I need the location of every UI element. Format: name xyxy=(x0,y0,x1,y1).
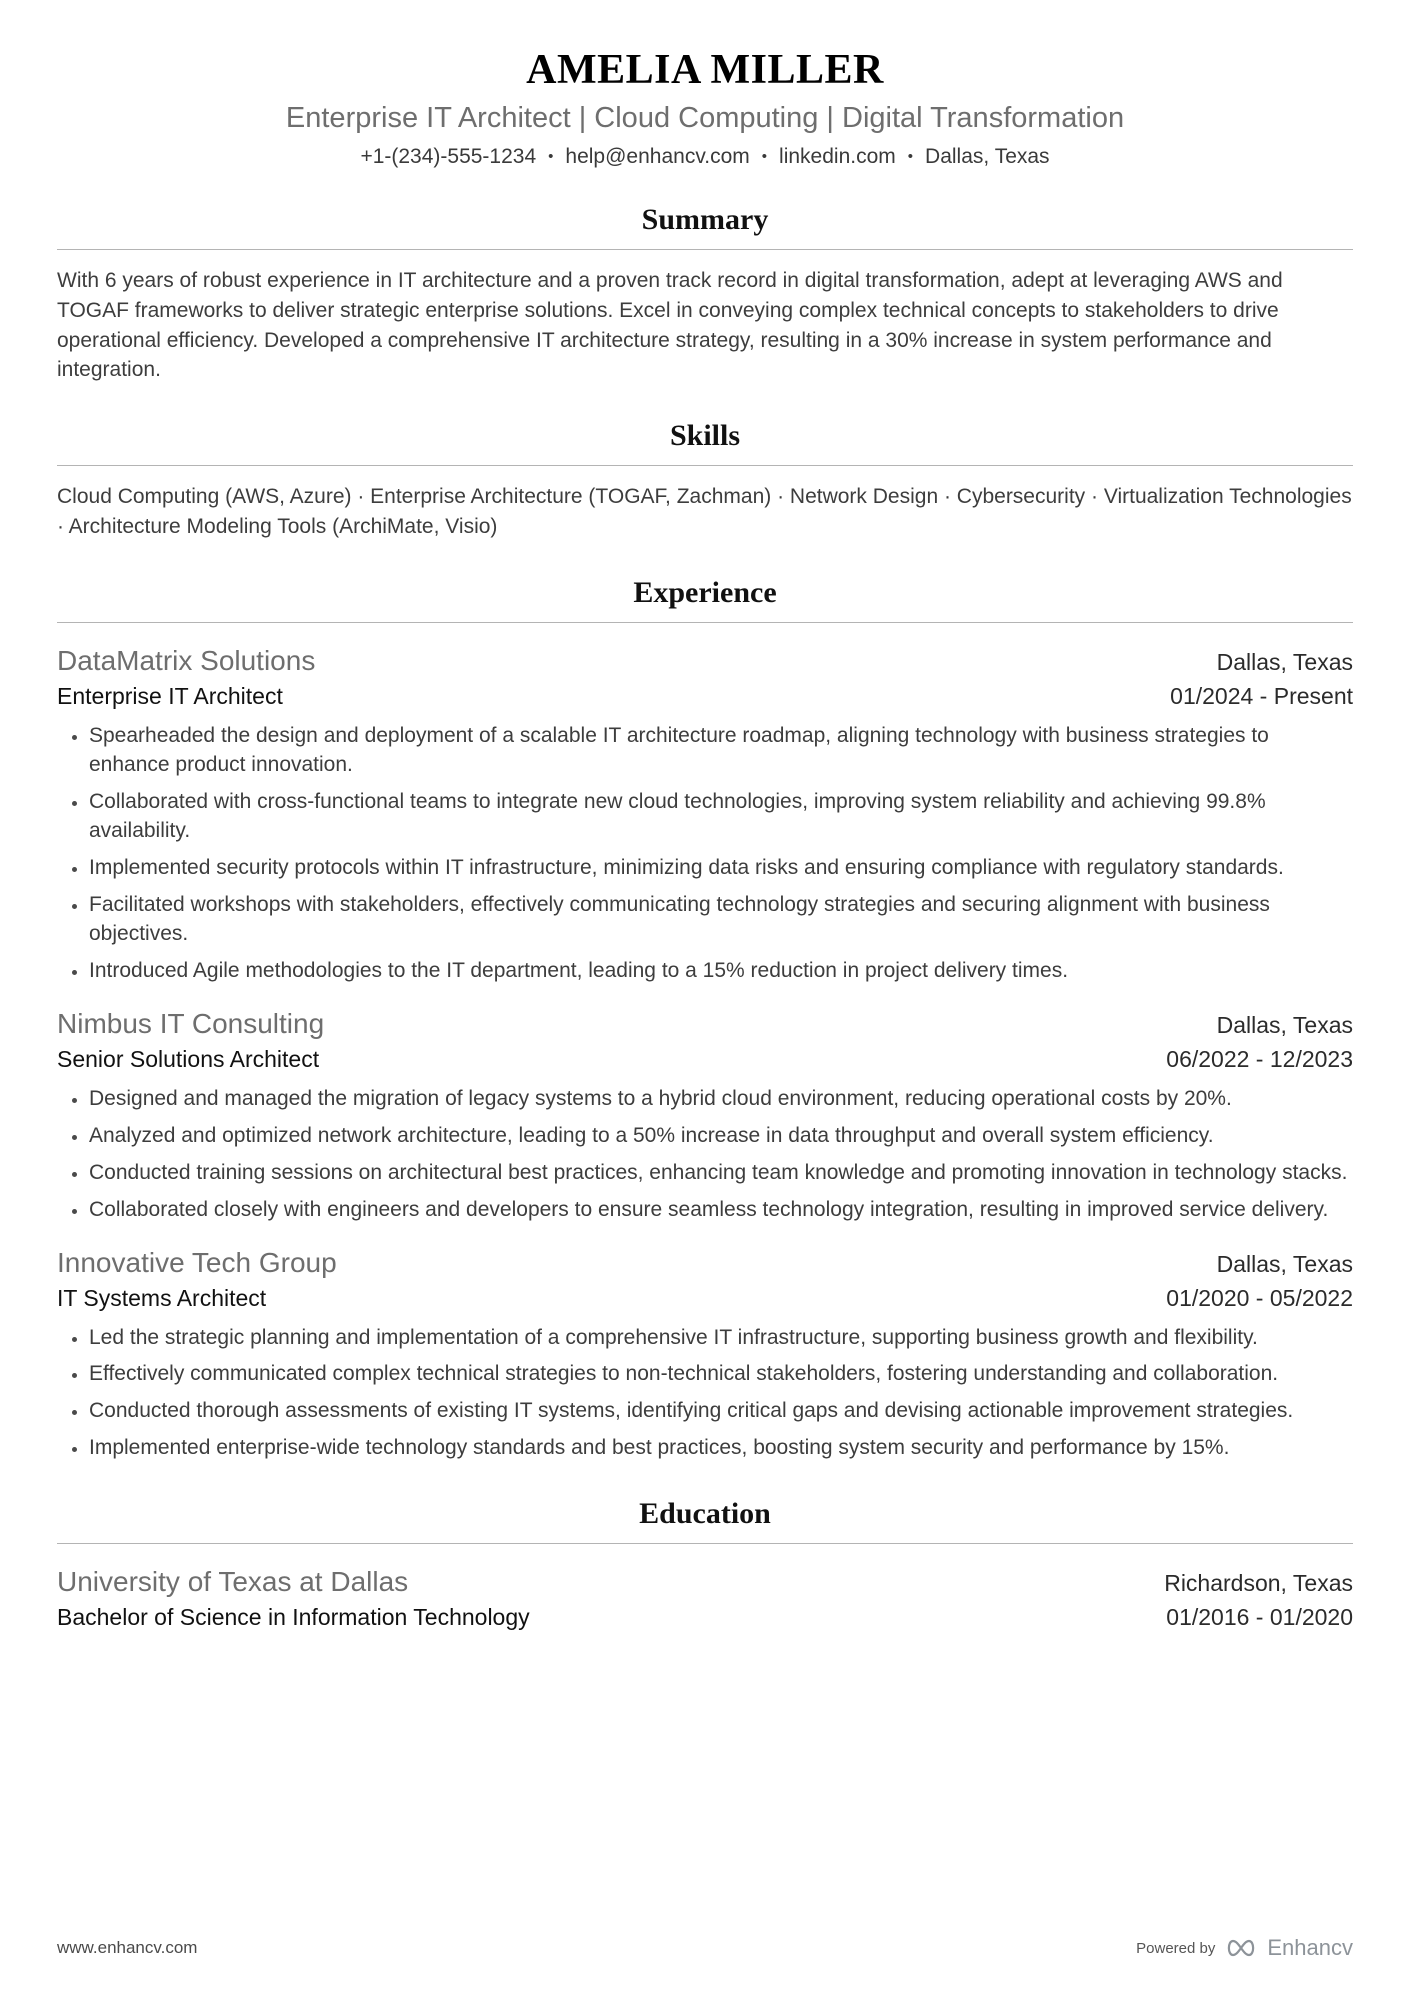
bullet-list xyxy=(57,1085,1353,1225)
bullet-item: • Conducted thorough assessments of existing IT systems, identifying critical gaps and devising actionable improvement strategies. xyxy=(89,1397,1353,1426)
school-name: University of Texas at Dallas xyxy=(57,1566,409,1598)
section-summary xyxy=(57,203,1353,385)
skills-title: Skills xyxy=(669,419,741,453)
entry-dates: 01/2020 - 05/2022 xyxy=(1166,1284,1353,1311)
section-divider xyxy=(57,249,1353,250)
section-experience xyxy=(57,576,1353,1464)
experience-entry xyxy=(57,1008,1353,1225)
bullet-item: • Introduced Agile methodologies to the IT department, leading to a 15% reduction in project delivery times. xyxy=(89,957,1353,986)
bullet-item: • Conducted training sessions on architectural best practices, enhancing team knowledge and promoting innovation in technology stacks. xyxy=(89,1159,1353,1188)
summary-text: With 6 years of robust experience in IT architecture and a proven track record in digital transformation, adept at leveraging AWS and TOGAF frameworks to deliver strategic enterprise solutions. Excel in conveying complex technical concepts to stakeholders to drive operational efficiency. Developed a comprehensive IT architecture strategy, resulting in a 30% increase in system performance and integration. xyxy=(57,269,1283,382)
section-divider xyxy=(57,1543,1353,1544)
contact-phone: +1-(234)-555-1234 xyxy=(360,145,537,168)
contact-email[interactable]: • help@enhancv.com xyxy=(536,145,750,168)
bullet-item: • Collaborated closely with engineers and developers to ensure seamless technology integration, resulting in improved service delivery. xyxy=(89,1196,1353,1225)
bullet-item: • Analyzed and optimized network architecture, leading to a 50% increase in data throughput and overall system efficiency. xyxy=(89,1122,1353,1151)
entry-location: Richardson, Texas xyxy=(1164,1570,1353,1597)
bullet-item: • Collaborated with cross-functional teams to integrate new cloud technologies, improving system reliability and achieving 99.8% availability. xyxy=(89,788,1353,846)
enhancv-logo-icon xyxy=(1224,1938,1258,1958)
experience-entry xyxy=(57,645,1353,986)
education-entry xyxy=(57,1566,1353,1631)
powered-by-group xyxy=(1136,1935,1353,1961)
bullet-item: • Designed and managed the migration of legacy systems to a hybrid cloud environment, reducing operational costs by 20%. xyxy=(89,1085,1353,1114)
page-footer xyxy=(57,1935,1353,1961)
candidate-headline: Enterprise IT Architect | Cloud Computing | Digital Transformation xyxy=(285,102,1125,134)
section-skills xyxy=(57,419,1353,542)
role-title: IT Systems Architect xyxy=(57,1284,267,1311)
entry-location: Dallas, Texas xyxy=(1216,1011,1353,1038)
bullet-item: • Implemented security protocols within IT infrastructure, minimizing data risks and ensuring compliance with regulatory standards. xyxy=(89,854,1353,883)
education-title: Education xyxy=(639,1497,771,1531)
bullet-item: • Implemented enterprise-wide technology standards and best practices, boosting system security and performance by 15%. xyxy=(89,1434,1353,1463)
enhancv-brand-name: Enhancv xyxy=(1267,1935,1353,1960)
bullet-item: • Facilitated workshops with stakeholders, effectively communicating technology strategies and securing alignment with business objectives. xyxy=(89,891,1353,949)
experience-entry xyxy=(57,1247,1353,1464)
section-divider xyxy=(57,622,1353,623)
powered-by-label: Powered by xyxy=(1136,1939,1216,1957)
bullet-item: • Led the strategic planning and implementation of a comprehensive IT infrastructure, supporting business growth and flexibility. xyxy=(89,1324,1353,1353)
company-name: Nimbus IT Consulting xyxy=(57,1007,325,1039)
bullet-item: • Spearheaded the design and deployment of a scalable IT architecture roadmap, aligning technology with business strategies to enhance product innovation. xyxy=(89,722,1353,780)
summary-title: Summary xyxy=(641,203,769,236)
contact-linkedin[interactable]: • linkedin.com xyxy=(750,145,896,168)
contact-location: • Dallas, Texas xyxy=(896,145,1050,168)
footer-website-link[interactable]: www.enhancv.com xyxy=(57,1938,198,1957)
contact-line xyxy=(57,145,1353,169)
candidate-name: AMELIA MILLER xyxy=(526,47,884,93)
skills-text: Cloud Computing (AWS, Azure) · Enterprise Architecture (TOGAF, Zachman) · Network Design · Cybersecurity · Virtualization Technologies · Architecture Modeling Tools (ArchiMate, Visio) xyxy=(57,485,1352,539)
role-title: Enterprise IT Architect xyxy=(57,682,283,709)
section-education xyxy=(57,1497,1353,1631)
experience-title: Experience xyxy=(633,575,777,609)
entry-dates: 06/2022 - 12/2023 xyxy=(1166,1045,1353,1072)
entry-dates: 01/2024 - Present xyxy=(1170,682,1353,709)
company-name: DataMatrix Solutions xyxy=(57,644,316,676)
role-title: Senior Solutions Architect xyxy=(57,1045,320,1072)
bullet-list xyxy=(57,1324,1353,1464)
entry-location: Dallas, Texas xyxy=(1216,1250,1353,1277)
section-divider xyxy=(57,465,1353,466)
bullet-item: • Effectively communicated complex technical strategies to non-technical stakeholders, fostering understanding and collaboration. xyxy=(89,1360,1353,1389)
degree-title: Bachelor of Science in Information Technology xyxy=(57,1604,530,1631)
company-name: Innovative Tech Group xyxy=(57,1246,337,1278)
entry-location: Dallas, Texas xyxy=(1216,648,1353,675)
bullet-list xyxy=(57,722,1353,986)
resume-header xyxy=(57,46,1353,169)
entry-dates: 01/2016 - 01/2020 xyxy=(1166,1604,1353,1631)
